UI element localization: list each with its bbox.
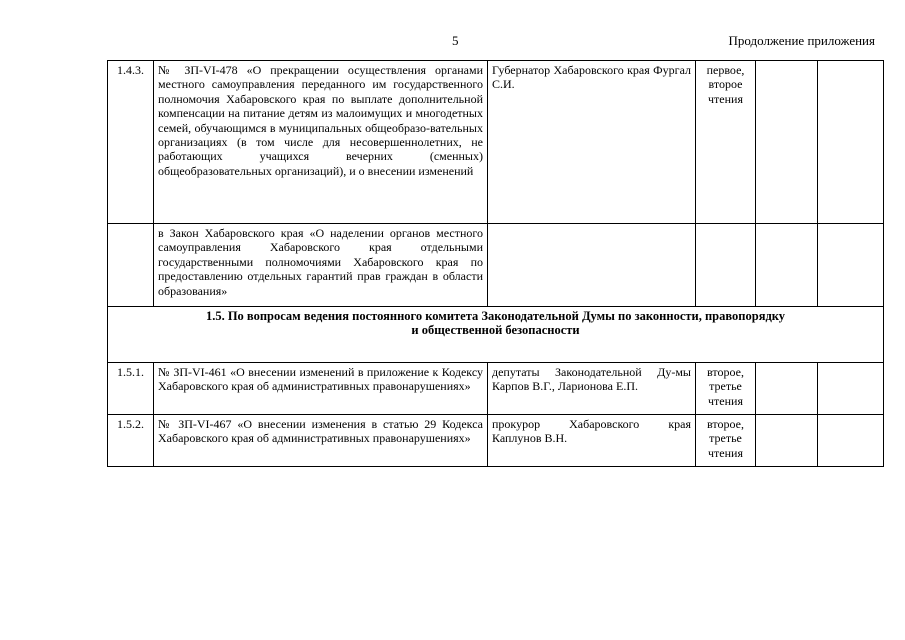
bill-initiator: Губернатор Хабаровского края Фургал С.И. (488, 61, 696, 224)
bill-title: № ЗП-VI-467 «О внесении изменения в статью 29 Кодекса Хабаровского края об административных правонарушениях» (154, 415, 488, 467)
bill-initiator: прокурор Хабаровского края Каплунов В.Н. (488, 415, 696, 467)
empty-cell (818, 363, 884, 415)
table-row (108, 61, 884, 224)
bill-initiator (488, 224, 696, 307)
continuation-note: Продолжение приложения (728, 33, 875, 48)
empty-cell (756, 415, 818, 467)
row-number: 1.5.1. (108, 363, 154, 415)
empty-cell (756, 224, 818, 307)
section-heading-line2: и общественной безопасности (411, 323, 580, 338)
bill-initiator: депутаты Законодательной Ду-мы Карпов В.Г., Ларионова Е.П. (488, 363, 696, 415)
section-heading-line1: 1.5. По вопросам ведения постоянного комитета Законодательной Думы по законности, правопорядку (205, 309, 786, 323)
section-row (108, 307, 884, 363)
empty-cell (756, 363, 818, 415)
table-row (108, 224, 884, 307)
empty-cell (756, 61, 818, 224)
reading-stage: первое, второе чтения (696, 61, 756, 224)
row-number: 1.5.2. (108, 415, 154, 467)
row-number (108, 224, 154, 307)
bill-title: № ЗП-VI-461 «О внесении изменений в приложение к Кодексу Хабаровского края об административных правонарушениях» (154, 363, 488, 415)
reading-stage (696, 224, 756, 307)
empty-cell (818, 61, 884, 224)
reading-stage: второе, третье чтения (696, 415, 756, 467)
bill-title-continuation: в Закон Хабаровского края «О наделении органов местного самоуправления Хабаровского края отдельными государственными полномочиями Хабаровского края по предоставлению отдельных гарантий прав граждан в области образования» (154, 224, 488, 307)
row-number: 1.4.3. (108, 61, 154, 224)
table-row (108, 415, 884, 467)
empty-cell (818, 415, 884, 467)
bill-title: № ЗП-VI-478 «О прекращении осуществления органами местного самоуправления переданного им государственного полномочия Хабаровского края по выплате дополнительной компенсации на питание детям из малоимущих и многодетных семей, обучающимся в муниципальных общеобразо-вательных организациях (в том числе для несовершеннолетних, не работающих учащихся вечерних (сменных) общеобразовательных организаций), и о внесении изменений (154, 61, 488, 224)
agenda-table (107, 60, 884, 467)
table-row (108, 363, 884, 415)
empty-cell (818, 224, 884, 307)
page-number: 5 (452, 33, 459, 48)
reading-stage: второе, третье чтения (696, 363, 756, 415)
section-heading (108, 307, 884, 363)
